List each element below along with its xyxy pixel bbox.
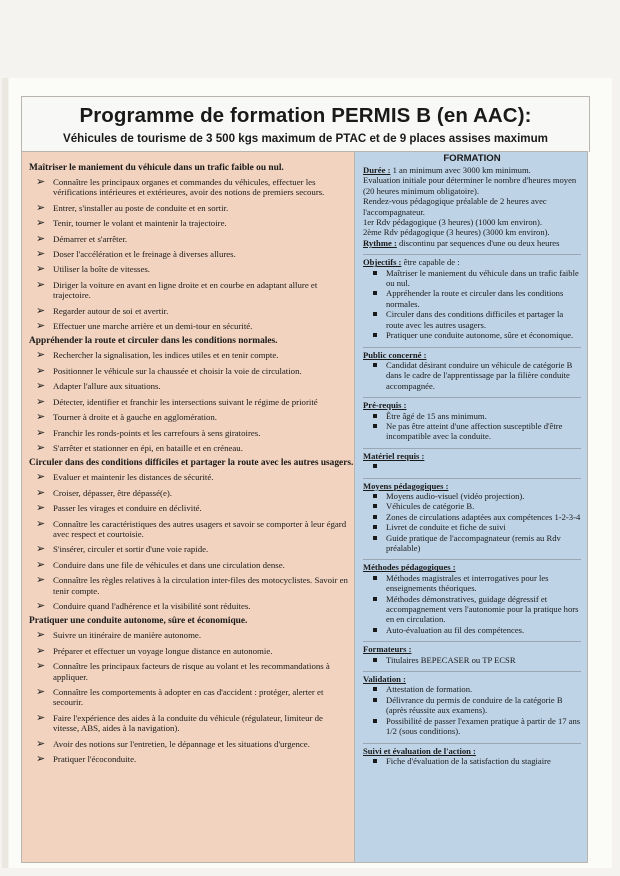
list-item: Méthodes démonstratives, guidage dégressif et accompagnement vers l'autonomie pour la pratique hors en en circulation. xyxy=(363,594,581,625)
arrow-bullet-icon: ➢ xyxy=(36,262,46,276)
arrow-bullet-icon: ➢ xyxy=(36,710,46,724)
validation-label: Validation : xyxy=(363,674,406,685)
arrow-bullet-icon: ➢ xyxy=(36,440,46,454)
square-bullet-icon xyxy=(373,271,377,275)
arrow-bullet-icon: ➢ xyxy=(36,659,46,673)
section-list xyxy=(29,630,354,764)
list-item: Attestation de formation. xyxy=(363,684,581,694)
arrow-bullet-icon: ➢ xyxy=(36,394,46,408)
list-item: Délivrance du permis de conduire de la catégorie B (après réussite aux examens). xyxy=(363,695,581,716)
square-bullet-icon xyxy=(373,414,377,418)
arrow-bullet-icon: ➢ xyxy=(36,516,46,530)
list-item: ➢ Croiser, dépasser, être dépassé(e). xyxy=(36,485,172,499)
duree-line: Evaluation initiale pour déterminer le nombre d'heures moyen (20 heures minimum obligatoire). xyxy=(363,175,577,196)
list-item: Titulaires BEPECASER ou TP ECSR xyxy=(363,655,581,665)
section-list xyxy=(29,177,354,331)
list-item: ➢ Passer les virages et conduire en déclivité. xyxy=(36,501,202,515)
list-item: Auto-évaluation au fil des compétences. xyxy=(363,625,581,635)
duree-line: Durée : 1 an minimum avec 3000 km minimum. xyxy=(363,165,531,175)
prerequis-label: Pré-requis : xyxy=(363,400,407,411)
list-item: ➢ Tourner à droite et à gauche en agglomération. xyxy=(36,410,218,424)
list-item: ➢ Connaître les caractéristiques des autres usagers et savoir se comporter à leur égard avec respect et courtoisie. xyxy=(36,516,347,539)
list-item: ➢ Diriger la voiture en avant en ligne droite et en courbe en adaptant allure et trajectoire. xyxy=(36,277,318,301)
square-bullet-icon xyxy=(373,363,377,367)
arrow-bullet-icon: ➢ xyxy=(36,303,46,317)
formation-heading: FORMATION xyxy=(443,153,501,164)
duree-line: Rendez-vous pédagogique préalable de 2 heures avec l'accompagnateur. xyxy=(363,196,547,217)
formation-column xyxy=(355,151,588,863)
list-item: Être âgé de 15 ans minimum. xyxy=(363,411,581,421)
arrow-bullet-icon: ➢ xyxy=(36,628,46,642)
list-item xyxy=(363,461,581,471)
formateurs-label: Formateurs : xyxy=(363,644,412,655)
list-item: ➢ Suivre un itinéraire de manière autonome. xyxy=(36,628,202,642)
objectifs-block xyxy=(363,254,581,340)
list-item: ➢ Positionner le véhicule sur la chaussée et choisir la voie de circulation. xyxy=(36,363,302,377)
square-bullet-icon xyxy=(373,658,377,662)
list-item: ➢ Connaître les principaux organes et commandes du véhicules, effectuer les vérifications intérieures et extérieures, avoir des notions de premiers secours. xyxy=(36,175,325,198)
list-item: ➢ Doser l'accélération et le freinage à diverses allures. xyxy=(36,247,236,261)
square-bullet-icon xyxy=(373,464,377,468)
arrow-bullet-icon: ➢ xyxy=(36,573,46,587)
arrow-bullet-icon: ➢ xyxy=(36,277,46,291)
section-list xyxy=(29,350,354,453)
square-bullet-icon xyxy=(373,504,377,508)
arrow-bullet-icon: ➢ xyxy=(36,363,46,377)
list-item: ➢ Connaître les comportements à adopter en cas d'accident : protéger, alerter et secourir. xyxy=(36,685,324,708)
square-bullet-icon xyxy=(373,525,377,529)
list-item: ➢ Connaître les règles relatives à la circulation inter-files des motocyclistes. Savoir en tenir compte. xyxy=(36,573,348,596)
square-bullet-icon xyxy=(373,597,377,601)
section-title: Circuler dans des conditions difficiles et partager la route avec les autres usagers. xyxy=(29,458,354,469)
list-item: ➢ S'arrêter et stationner en épi, en bataille et en créneau. xyxy=(36,440,243,454)
list-item: ➢ Pratiquer l'écoconduite. xyxy=(36,752,137,766)
page-title: Programme de formation PERMIS B (en AAC): xyxy=(79,104,532,127)
section-list xyxy=(29,472,354,611)
list-item: ➢ Rechercher la signalisation, les indices utiles et en tenir compte. xyxy=(36,348,279,362)
suivi-block xyxy=(363,743,581,767)
list-item: Possibilité de passer l'examen pratique à partir de 17 ans 1/2 (sous conditions). xyxy=(363,716,581,737)
objectifs-intro: être capable de : xyxy=(403,257,460,268)
moyens-block xyxy=(363,478,581,554)
list-item: Pratiquer une conduite autonome, sûre et économique. xyxy=(363,330,581,340)
list-item: ➢ Préparer et effectuer un voyage longue distance en autonomie. xyxy=(36,643,273,657)
rythme-label: Rythme : xyxy=(363,237,397,248)
square-bullet-icon xyxy=(373,576,377,580)
list-item: Guide pratique de l'accompagnateur (remis au Rdv préalable) xyxy=(363,533,581,554)
section-title: Pratiquer une conduite autonome, sûre et économique. xyxy=(29,616,248,627)
list-item: Zones de circulations adaptées aux compétences 1-2-3-4 xyxy=(363,512,581,522)
suivi-label: Suivi et évaluation de l'action : xyxy=(363,745,476,756)
list-item: Moyens audio-visuel (vidéo projection). xyxy=(363,491,581,501)
list-item: ➢ Conduire dans une file de véhicules et dans une circulation dense. xyxy=(36,557,285,571)
duree-line: 1er Rdv pédagogique (3 heures) (1000 km environ). xyxy=(363,217,542,228)
list-item: ➢ Détecter, identifier et franchir les intersections suivant le régime de priorité xyxy=(36,394,318,408)
list-item: Fiche d'évaluation de la satisfaction du stagiaire xyxy=(363,756,581,766)
square-bullet-icon xyxy=(373,424,377,428)
list-item: Livret de conduite et fiche de suivi xyxy=(363,522,581,532)
square-bullet-icon xyxy=(373,291,377,295)
square-bullet-icon xyxy=(373,536,377,540)
list-item: ➢ Utiliser la boîte de vitesses. xyxy=(36,262,150,276)
prerequis-block xyxy=(363,397,581,442)
public-label: Public concerné : xyxy=(363,349,427,360)
arrow-bullet-icon: ➢ xyxy=(36,736,46,750)
list-item: ➢ Tenir, tourner le volant et maintenir la trajectoire. xyxy=(36,216,227,230)
list-item: ➢ Connaître les principaux facteurs de risque au volant et les recommandations à appliquer. xyxy=(36,659,330,682)
list-item: ➢ Conduire quand l'adhérence et la visibilité sont réduites. xyxy=(36,598,251,612)
arrow-bullet-icon: ➢ xyxy=(36,557,46,571)
list-item: Circuler dans des conditions difficiles et partager la route avec les autres usagers. xyxy=(363,309,581,330)
arrow-bullet-icon: ➢ xyxy=(36,247,46,261)
arrow-bullet-icon: ➢ xyxy=(36,598,46,612)
list-item: ➢ S'insérer, circuler et sortir d'une voie rapide. xyxy=(36,542,209,556)
section-title: Maîtriser le maniement du véhicule dans un trafic faible ou nul. xyxy=(29,163,284,173)
duree-line: 2ème Rdv pédagogique (3 heures) (3000 km environ). xyxy=(363,227,550,238)
square-bullet-icon xyxy=(373,515,377,519)
public-block xyxy=(363,347,581,392)
list-item: Véhicules de catégorie B. xyxy=(363,501,581,511)
list-item: Maîtriser le maniement du véhicule dans un trafic faible ou nul. xyxy=(363,268,581,289)
arrow-bullet-icon: ➢ xyxy=(36,485,46,499)
list-item: ➢ Effectuer une marche arrière et un demi-tour en sécurité. xyxy=(36,319,253,333)
list-item: ➢ Regarder autour de soi et avertir. xyxy=(36,303,169,317)
list-item: ➢ Evaluer et maintenir les distances de sécurité. xyxy=(36,470,214,484)
list-item: ➢ Adapter l'allure aux situations. xyxy=(36,379,161,393)
arrow-bullet-icon: ➢ xyxy=(36,752,46,766)
arrow-bullet-icon: ➢ xyxy=(36,319,46,333)
square-bullet-icon xyxy=(373,628,377,632)
list-item: ➢ Faire l'expérience des aides à la conduite du véhicule (régulateur, limiteur de vitesse, ABS, aides à la navigation). xyxy=(36,710,323,734)
methodes-label: Méthodes pédagogiques : xyxy=(363,562,456,573)
moyens-label: Moyens pédagogiques : xyxy=(363,480,449,491)
list-item: ➢ Démarrer et s'arrêter. xyxy=(36,231,128,245)
list-item: Appréhender la route et circuler dans les conditions normales. xyxy=(363,288,581,309)
square-bullet-icon xyxy=(373,687,377,691)
materiel-label: Matériel requis : xyxy=(363,450,425,461)
page-shadow xyxy=(2,78,8,868)
arrow-bullet-icon: ➢ xyxy=(36,501,46,515)
list-item: ➢ Avoir des notions sur l'entretien, le dépannage et les situations d'urgence. xyxy=(36,736,310,750)
objectifs-label: Objectifs : xyxy=(363,257,402,268)
methodes-block xyxy=(363,559,581,635)
validation-block xyxy=(363,671,581,736)
arrow-bullet-icon: ➢ xyxy=(36,643,46,657)
square-bullet-icon xyxy=(373,759,377,763)
list-item: ➢ Entrer, s'installer au poste de conduite et en sortir. xyxy=(36,200,229,214)
arrow-bullet-icon: ➢ xyxy=(36,216,46,230)
arrow-bullet-icon: ➢ xyxy=(36,200,46,214)
arrow-bullet-icon: ➢ xyxy=(36,470,46,484)
page-subtitle: Véhicules de tourisme de 3 500 kgs maximum de PTAC et de 9 places assises maximum xyxy=(62,132,548,145)
list-item: Méthodes magistrales et interrogatives pour les enseignements théoriques. xyxy=(363,573,581,594)
materiel-block xyxy=(363,448,581,472)
arrow-bullet-icon: ➢ xyxy=(36,410,46,424)
section-title: Appréhender la route et circuler dans les conditions normales. xyxy=(29,336,278,347)
square-bullet-icon xyxy=(373,719,377,723)
arrow-bullet-icon: ➢ xyxy=(36,379,46,393)
square-bullet-icon xyxy=(373,333,377,337)
arrow-bullet-icon: ➢ xyxy=(36,425,46,439)
document-header xyxy=(21,96,590,152)
duree-label: Durée : xyxy=(363,165,391,175)
arrow-bullet-icon: ➢ xyxy=(36,231,46,245)
list-item: Ne pas être atteint d'une affection susceptible d'être incompatible avec la conduite. xyxy=(363,421,581,442)
arrow-bullet-icon: ➢ xyxy=(36,542,46,556)
arrow-bullet-icon: ➢ xyxy=(36,348,46,362)
arrow-bullet-icon: ➢ xyxy=(36,685,46,698)
square-bullet-icon xyxy=(373,494,377,498)
arrow-bullet-icon: ➢ xyxy=(36,175,46,188)
formateurs-block xyxy=(363,641,581,665)
program-column xyxy=(21,151,355,863)
rythme-line: Rythme : discontinu par sequences d'une ou deux heures xyxy=(363,237,560,248)
list-item: ➢ Franchir les ronds-points et les carrefours à sens giratoires. xyxy=(36,425,261,439)
square-bullet-icon xyxy=(373,698,377,702)
square-bullet-icon xyxy=(373,312,377,316)
list-item: Candidat désirant conduire un véhicule de catégorie B dans le cadre de l'apprentissage par la filière conduite accompagnée. xyxy=(363,360,581,391)
